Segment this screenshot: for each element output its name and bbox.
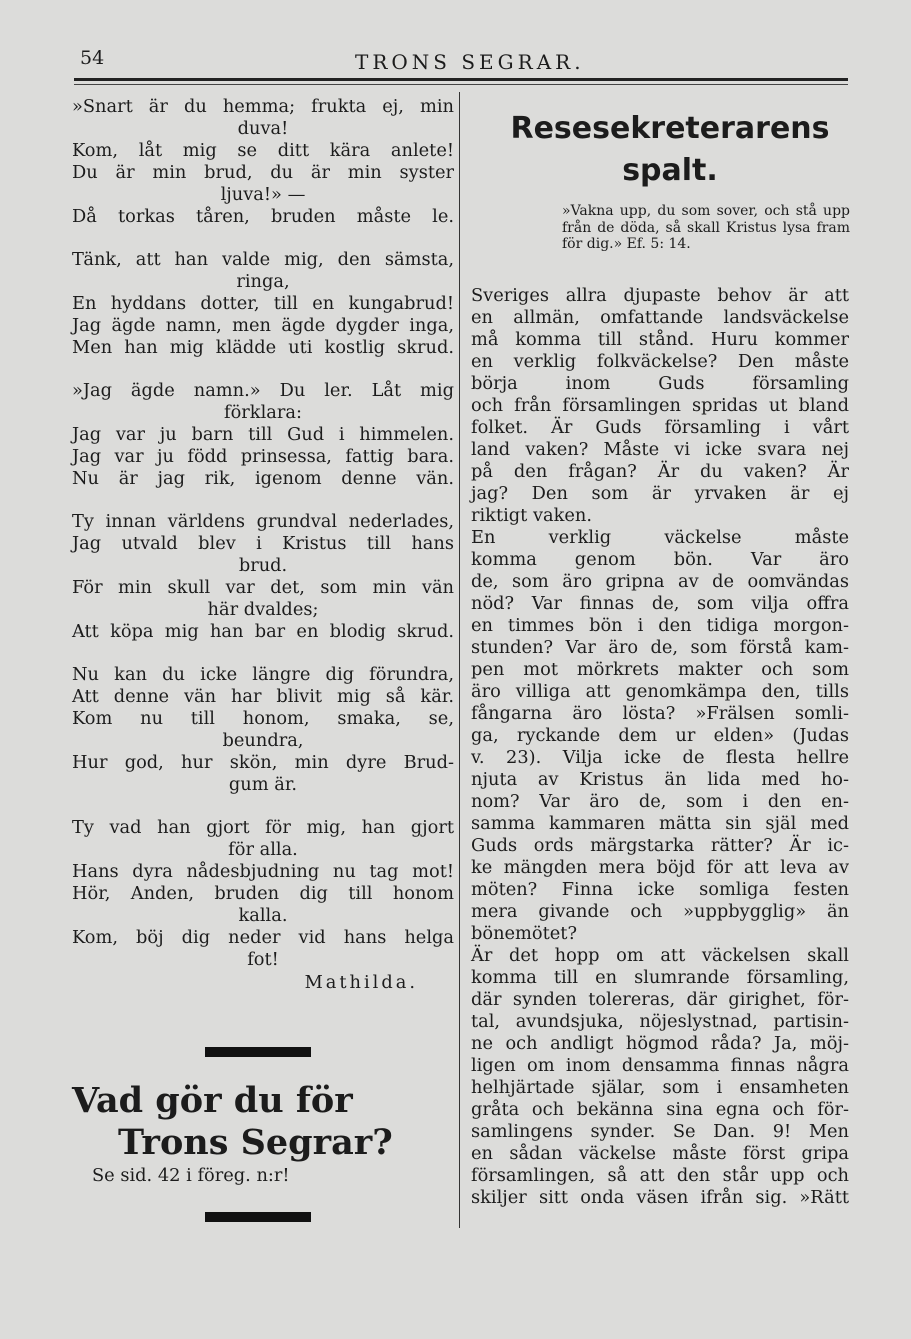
- article-line: bönemötet?: [471, 923, 577, 944]
- poem-line: beundra,: [222, 730, 304, 751]
- poem-stanza: [72, 380, 454, 490]
- column-divider: [459, 92, 460, 1228]
- poem-line: ringa,: [236, 271, 290, 292]
- poem-line: För min skull var det, som min vän: [72, 577, 454, 598]
- article-line: ga, ryckande dem ur elden» (Judas: [471, 725, 849, 746]
- article-line: Sveriges allra djupaste behov är att: [471, 285, 849, 306]
- article-line: mera givande och »uppbygglig» än: [471, 901, 849, 922]
- article-line: komma genom bön. Var äro: [471, 549, 849, 570]
- poem-line: Att denne vän har blivit mig så kär.: [72, 686, 454, 707]
- article-line: en timmes bön i den tidiga morgon-: [471, 615, 849, 636]
- article-line: pen mot mörkrets makter och som: [471, 659, 849, 680]
- poem-line: Nu är jag rik, igenom denne vän.: [72, 468, 454, 489]
- poem-stanza: [72, 817, 454, 971]
- poem-stanza: [72, 511, 454, 643]
- article-line: skiljer sitt onda väsen ifrån sig. »Rätt: [471, 1187, 849, 1208]
- article-line: stunden? Var äro de, som förstå kam-: [471, 637, 849, 658]
- article-line: och från församlingen spridas ut bland: [471, 395, 849, 416]
- poem-line: En hyddans dotter, till en kungabrud!: [72, 293, 454, 314]
- article-line: nom? Var äro de, som i den en-: [471, 791, 849, 812]
- poem-line: Då torkas tåren, bruden måste le.: [72, 206, 454, 227]
- article-line: Är det hopp om att väckelsen skall: [471, 945, 849, 966]
- article-line: en sådan väckelse måste först gripa: [471, 1143, 849, 1164]
- poem-line: Jag var ju barn till Gud i himmelen.: [72, 424, 454, 445]
- ad-headline-line2: Trons Segrar?: [118, 1122, 393, 1163]
- article-line: må komma till stånd. Huru kommer: [471, 329, 849, 350]
- article-line: ke mängden mera böjd för att leva av: [471, 857, 849, 878]
- poem-line: Nu kan du icke längre dig förundra,: [72, 664, 454, 685]
- article-line: jag? Den som är yrvaken är ej: [471, 483, 849, 504]
- poem-line: förklara:: [224, 402, 302, 423]
- poem-line: Jag var ju född prinsessa, fattig bara.: [72, 446, 454, 467]
- ad-note: Se sid. 42 i föreg. n:r!: [92, 1165, 290, 1186]
- article-line: gråta och bekänna sina egna och för-: [471, 1099, 849, 1120]
- ad-headline-line1: Vad gör du för: [72, 1080, 353, 1121]
- page-number: 54: [80, 47, 105, 69]
- article-line: njuta av Kristus än lida med ho-: [471, 769, 849, 790]
- poem-stanza: [72, 249, 454, 359]
- poem-line: här dvaldes;: [207, 599, 319, 620]
- poem-line: »Jag ägde namn.» Du ler. Låt mig: [72, 380, 454, 401]
- article-line: riktigt vaken.: [471, 505, 593, 526]
- article-line: land vaken? Måste vi icke svara nej: [471, 439, 849, 460]
- column-heading-line2: spalt.: [622, 153, 718, 188]
- poem-line: kalla.: [238, 905, 288, 926]
- article-line: börja inom Guds församling: [471, 373, 849, 394]
- article-line: en verklig folkväckelse? Den måste: [471, 351, 849, 372]
- article-line: ligen om inom densamma finnas några: [471, 1055, 849, 1076]
- article-line: ne och andligt högmod råda? Ja, möj-: [471, 1033, 849, 1054]
- article-line: de, som äro gripna av de oomvändas: [471, 571, 849, 592]
- poem-line: Hans dyra nådesbjudning nu tag mot!: [72, 861, 454, 882]
- article-line: folket. Är Guds församling i vårt: [471, 417, 849, 438]
- header-rule: [74, 78, 848, 81]
- article-line: komma till en slumrande församling,: [471, 967, 849, 988]
- poem-line: fot!: [247, 949, 279, 970]
- poem-line: Tänk, att han valde mig, den sämsta,: [72, 249, 454, 270]
- poem-line: Att köpa mig han bar en blodig skrud.: [72, 621, 454, 642]
- poem-stanza: [72, 664, 454, 796]
- poem-line: Jag utvald blev i Kristus till hans: [72, 533, 454, 554]
- column-heading: [470, 108, 870, 192]
- article-line: Guds ords märgstarka rätter? Är ic-: [471, 835, 849, 856]
- poem-signature: Mathilda.: [304, 972, 418, 993]
- article-line: v. 23). Vilja icke de flesta hellre: [471, 747, 849, 768]
- poem-line: för alla.: [228, 839, 298, 860]
- article-line: äro villiga att genomkämpa den, tills: [471, 681, 849, 702]
- running-title: TRONS SEGRAR.: [355, 50, 585, 74]
- poem-line: Ty innan världens grundval nederlades,: [72, 511, 454, 532]
- article-line: samma kammaren mätta sin själ med: [471, 813, 849, 834]
- poem-line: Du är min brud, du är min syster: [72, 162, 454, 183]
- article-line: nöd? Var finnas de, som vilja offra: [471, 593, 849, 614]
- article-line: tal, avundsjuka, nöjeslystnad, partisin-: [471, 1011, 849, 1032]
- article-line: på den frågan? Är du vaken? Är: [471, 461, 849, 482]
- poem-line: »Snart är du hemma; frukta ej, min: [72, 96, 454, 117]
- column-article: [471, 285, 849, 1209]
- article-line: där synden tolereras, där girighet, för-: [471, 989, 849, 1010]
- article-line: en allmän, omfattande landsväckelse: [471, 307, 849, 328]
- poem-line: duva!: [237, 118, 289, 139]
- article-line: samlingens synder. Se Dan. 9! Men: [471, 1121, 849, 1142]
- poem-line: Ty vad han gjort för mig, han gjort: [72, 817, 454, 838]
- poem-line: Hur god, hur skön, min dyre Brud-: [72, 752, 454, 773]
- ornament-bar: [205, 1047, 311, 1057]
- poem-line: ljuva!» —: [220, 184, 306, 205]
- poem-line: gum är.: [228, 774, 298, 795]
- column-heading-line1: Resesekreterarens: [510, 111, 830, 146]
- ornament-bar: [205, 1212, 311, 1222]
- poem-line: Jag ägde namn, men ägde dygder inga,: [72, 315, 454, 336]
- article-line: möten? Finna icke somliga festen: [471, 879, 849, 900]
- header-rule-thin: [74, 84, 848, 85]
- article-line: församlingen, så att den står upp och: [471, 1165, 849, 1186]
- poem-line: Kom, låt mig se ditt kära anlete!: [72, 140, 454, 161]
- poem-line: Kom, böj dig neder vid hans helga: [72, 927, 454, 948]
- poem-line: brud.: [238, 555, 288, 576]
- article-line: En verklig väckelse måste: [471, 527, 849, 548]
- poem-line: Men han mig klädde uti kostlig skrud.: [72, 337, 454, 358]
- poem-stanza: [72, 96, 454, 228]
- article-line: helhjärtade själar, som i ensamheten: [471, 1077, 849, 1098]
- poem: [72, 96, 454, 994]
- column-motto: »Vakna upp, du som sover, och stå upp från de döda, så skall Kristus lysa fram för dig.» Ef. 5: 14.: [562, 203, 850, 252]
- poem-line: Hör, Anden, bruden dig till honom: [72, 883, 454, 904]
- poem-line: Kom nu till honom, smaka, se,: [72, 708, 454, 729]
- article-line: fångarna äro lösta? »Frälsen somli-: [471, 703, 849, 724]
